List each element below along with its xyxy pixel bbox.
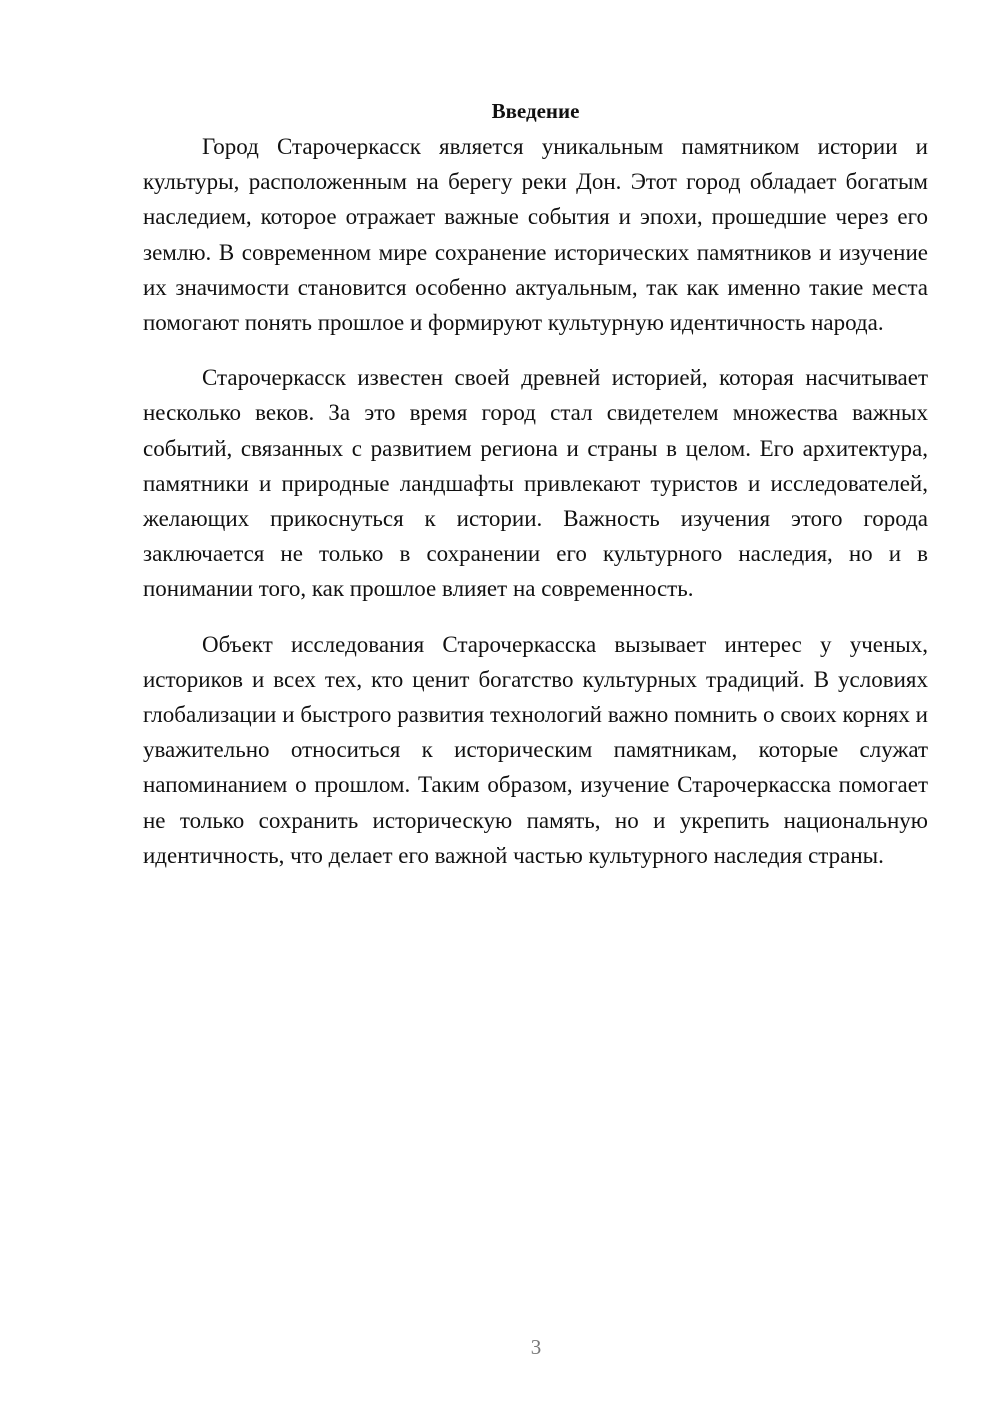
body-paragraph: Объект исследования Старочеркасска вызывает интерес у ученых, историков и всех тех, кто ценит богатство культурных традиций. В условиях глобализации и быстрого развития технологий важно помнить о своих корнях и уважительно относиться к историческим памятникам, которые служат напоминанием о прошлом. Таким образом, изучение Старочеркасска помогает не только сохранить историческую память, но и укрепить национальную идентичность, что делает его важной частью культурного наследия страны. [143, 631, 928, 868]
section-heading: Введение [491, 99, 580, 123]
page-number: 3 [530, 1335, 542, 1359]
page-content [143, 94, 928, 873]
body-paragraph: Город Старочеркасск является уникальным памятником истории и культуры, расположенным на берегу реки Дон. Этот город обладает богатым наследием, которое отражает важные события и эпохи, прошедшие через его землю. В современном мире сохранение исторических памятников и изучение их значимости становится особенно актуальным, так как именно такие места помогают понять прошлое и формируют культурную идентичность народа. [143, 134, 928, 336]
body-paragraph: Старочеркасск известен своей древней историей, которая насчитывает несколько веков. За это время город стал свидетелем множества важных событий, связанных с развитием региона и страны в целом. Его архитектура, памятники и природные ландшафты привлекают туристов и исследователей, желающих прикоснуться к истории. Важность изучения этого города заключается не только в сохранении его культурного наследия, но и в понимании того, как прошлое влияет на современность. [143, 365, 928, 602]
